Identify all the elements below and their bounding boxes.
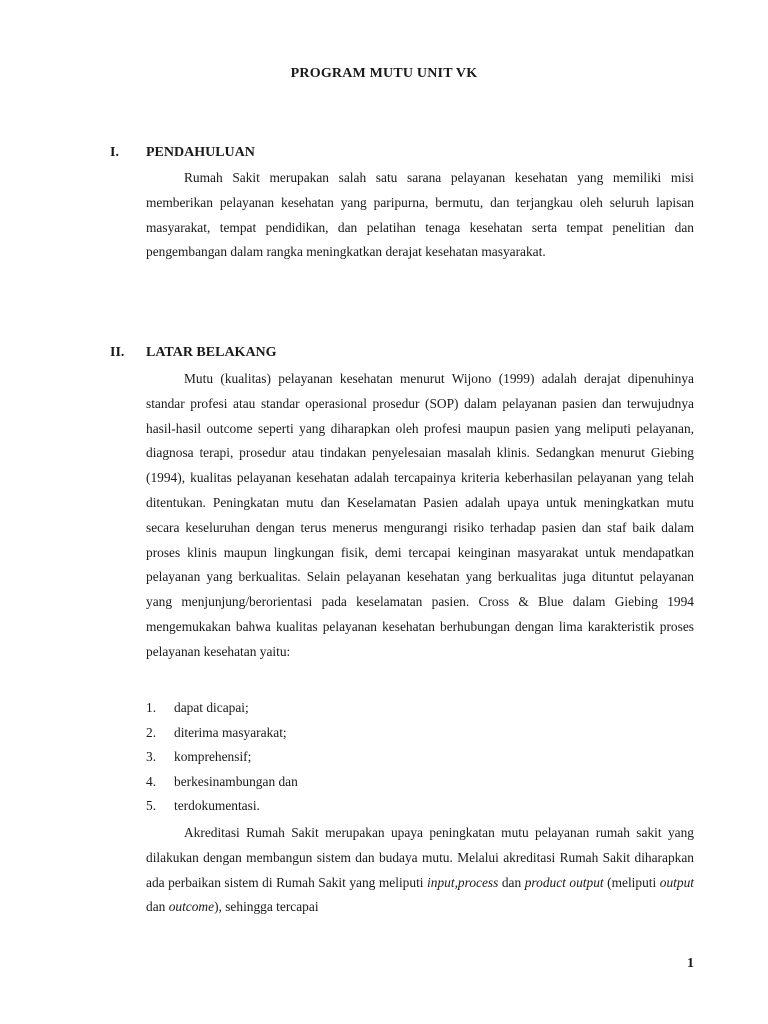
akreditasi-italic-input-process: input,process [427, 874, 499, 890]
list-item-text: berkesinambungan dan [174, 773, 298, 789]
list-item [146, 794, 694, 819]
akreditasi-italic-product-output: product output [524, 874, 604, 890]
paragraph-latar-belakang: Mutu (kualitas) pelayanan kesehatan menurut Wijono (1999) adalah derajat dipenuhinya standar profesi atau standar operasional prosedur (SOP) dalam pelayanan pasien dan terwujudnya hasil-hasil outcome seperti yang diharapkan oleh profesi maupun pasien yang meliputi pelayanan, diagnosa terapi, prosedur atau tindakan penyelesaian masalah klinis. Sedangkan menurut Giebing (1994), kualitas pelayanan kesehatan adalah tercapainya kriteria keberhasilan pelayanan yang telah ditentukan. Peningkatan mutu dan Keselamatan Pasien adalah upaya untuk meningkatkan mutu secara keseluruhan dengan terus menerus mengurangi risiko terhadap pasien dan staf baik dalam proses klinis maupun lingkungan fisik, demi tercapai keinginan masyarakat untuk mendapatkan pelayanan yang berkualitas. Selain pelayanan kesehatan yang berkualitas juga dituntut pelayanan yang menjunjung/berorientasi pada keselamatan pasien. Cross & Blue dalam Giebing 1994 mengemukakan bahwa kualitas pelayanan kesehatan berhubungan dengan lima karakteristik proses pelayanan kesehatan yaitu: [146, 371, 694, 659]
list-item-number: 5. [146, 798, 157, 814]
characteristics-list [146, 696, 694, 819]
akreditasi-italic-outcome: outcome [168, 899, 215, 915]
section-title: LATAR BELAKANG [146, 345, 277, 360]
section-number: I. [110, 145, 119, 160]
page-number: 1 [687, 956, 694, 971]
akreditasi-text: Akreditasi Rumah Sakit merupakan upaya peningkatan mutu pelayanan rumah sakit yang dilakukan dengan membangun sistem dan budaya mutu. Melalui akreditasi Rumah Sakit diharapkan ada perbaikan sistem di Rumah Sakit yang meliputi [146, 825, 694, 890]
list-item-text: diterima masyarakat; [174, 724, 287, 740]
list-item-number: 3. [146, 749, 157, 765]
list-item-number: 1. [146, 700, 157, 715]
list-item-number: 4. [146, 773, 157, 789]
akreditasi-text: (meliputi [603, 874, 660, 890]
list-item [146, 721, 694, 746]
list-item [146, 770, 694, 795]
list-item-text: dapat dicapai; [174, 700, 249, 715]
akreditasi-italic-output: output [659, 874, 694, 890]
section-title: PENDAHULUAN [146, 145, 255, 160]
list-item [146, 696, 694, 721]
list-item [146, 745, 694, 770]
akreditasi-text: dan [498, 874, 525, 890]
document-title: PROGRAM MUTU UNIT VK [290, 66, 478, 81]
akreditasi-text: ), sehingga tercapai [214, 899, 319, 915]
paragraph-akreditasi [146, 821, 694, 920]
akreditasi-text: dan [146, 899, 169, 915]
list-item-text: terdokumentasi. [174, 798, 260, 814]
list-item-number: 2. [146, 724, 157, 740]
list-item-text: komprehensif; [174, 749, 252, 765]
section-number: II. [110, 345, 125, 360]
paragraph-pendahuluan: Rumah Sakit merupakan salah satu sarana pelayanan kesehatan yang memiliki misi memberikan pelayanan kesehatan yang paripurna, bermutu, dan terjangkau oleh seluruh lapisan masyarakat, tempat pendidikan, dan pelatihan tenaga kesehatan serta tempat penelitian dan pengembangan dalam rangka meningkatkan derajat kesehatan masyarakat. [146, 170, 694, 260]
